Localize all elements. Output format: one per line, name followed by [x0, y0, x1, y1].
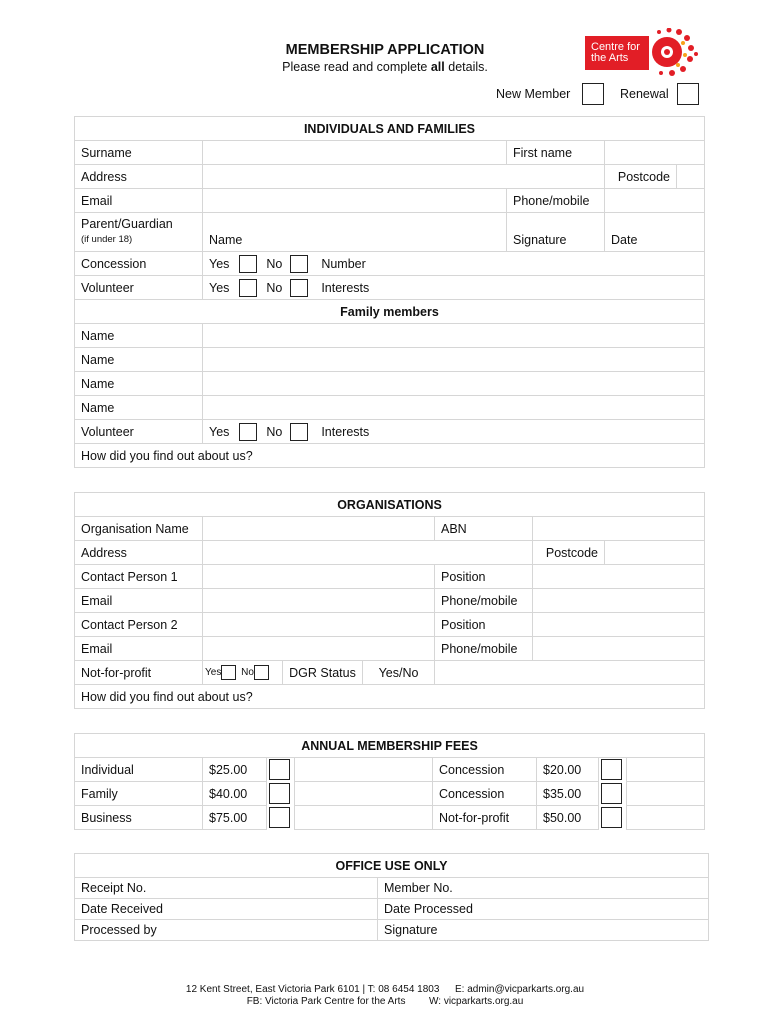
family-volunteer-label: Volunteer: [75, 420, 203, 444]
family-name-label-2: Name: [75, 348, 203, 372]
family-heading: Family members: [75, 300, 705, 324]
contact1-position-label: Position: [435, 565, 533, 589]
org-phone2-field[interactable]: [533, 637, 705, 661]
fees-section: [74, 733, 705, 830]
fee-price-family: $40.00: [203, 782, 267, 806]
family-name-label-4: Name: [75, 396, 203, 420]
fee-individual-checkbox[interactable]: [269, 759, 290, 780]
footer-address: 12 Kent Street, East Victoria Park 6101 | T: 08 6454 1803: [185, 984, 440, 995]
org-how-found-field[interactable]: How did you find out about us?: [75, 685, 705, 709]
organisations-section: [74, 492, 705, 709]
org-phone1-label: Phone/mobile: [435, 589, 533, 613]
family-name-field-2[interactable]: [203, 348, 705, 372]
dgr-yesno-label: Yes/No: [363, 661, 435, 685]
contact1-position-field[interactable]: [533, 565, 705, 589]
volunteer-label: Volunteer: [75, 276, 203, 300]
parent-signature-field[interactable]: Signature: [507, 213, 605, 252]
first-name-field[interactable]: [605, 141, 705, 165]
org-email2-field[interactable]: [203, 637, 435, 661]
org-name-label: Organisation Name: [75, 517, 203, 541]
phone-label: Phone/mobile: [507, 189, 605, 213]
org-postcode-field[interactable]: [605, 541, 705, 565]
contact2-position-label: Position: [435, 613, 533, 637]
receipt-no-field[interactable]: Receipt No.: [75, 878, 378, 899]
family-name-field-4[interactable]: [203, 396, 705, 420]
nfp-options: Yes No: [203, 661, 283, 685]
abn-field[interactable]: [533, 517, 705, 541]
fee-label-individual: Individual: [75, 758, 203, 782]
fee-price-business: $75.00: [203, 806, 267, 830]
fee-price-individual: $25.00: [203, 758, 267, 782]
concession-label: Concession: [75, 252, 203, 276]
logo-line1: Centre for: [591, 41, 640, 53]
nfp-no-checkbox[interactable]: [254, 665, 269, 680]
address-label: Address: [75, 165, 203, 189]
fee-price-concession-1: $20.00: [537, 758, 599, 782]
footer-line-2: [0, 996, 770, 1007]
fee-label-concession-1: Concession: [433, 758, 537, 782]
fee-label-nfp: Not-for-profit: [433, 806, 537, 830]
fee-business-checkbox[interactable]: [269, 807, 290, 828]
individuals-heading: INDIVIDUALS AND FAMILIES: [75, 117, 705, 141]
family-volunteer-yes-checkbox[interactable]: [239, 423, 257, 441]
fee-concession2-checkbox[interactable]: [601, 783, 622, 804]
org-name-field[interactable]: [203, 517, 435, 541]
first-name-label: First name: [507, 141, 605, 165]
fee-family-checkbox[interactable]: [269, 783, 290, 804]
interests-label: Interests: [321, 280, 370, 295]
processed-by-field[interactable]: Processed by: [75, 920, 378, 941]
family-name-field-3[interactable]: [203, 372, 705, 396]
volunteer-yes-checkbox[interactable]: [239, 279, 257, 297]
how-found-field[interactable]: How did you find out about us?: [75, 444, 705, 468]
postcode-field[interactable]: [677, 165, 705, 189]
family-volunteer-no-checkbox[interactable]: [290, 423, 308, 441]
concession-row: Yes No Number: [203, 252, 705, 276]
new-member-checkbox[interactable]: [582, 83, 604, 105]
office-signature-field[interactable]: Signature: [378, 920, 709, 941]
postcode-label: Postcode: [605, 165, 677, 189]
parent-guardian-label: Parent/Guardian (if under 18): [75, 213, 203, 252]
fee-nfp-checkbox[interactable]: [601, 807, 622, 828]
contact2-field[interactable]: [203, 613, 435, 637]
family-name-label-1: Name: [75, 324, 203, 348]
date-processed-field[interactable]: Date Processed: [378, 899, 709, 920]
footer-facebook[interactable]: FB: Victoria Park Centre for the Arts: [246, 996, 406, 1007]
fees-heading: ANNUAL MEMBERSHIP FEES: [75, 734, 705, 758]
contact1-field[interactable]: [203, 565, 435, 589]
renewal-checkbox[interactable]: [677, 83, 699, 105]
nfp-yes-checkbox[interactable]: [221, 665, 236, 680]
date-received-field[interactable]: Date Received: [75, 899, 378, 920]
organisations-heading: ORGANISATIONS: [75, 493, 705, 517]
org-postcode-label: Postcode: [533, 541, 605, 565]
parent-name-field[interactable]: Name: [203, 213, 507, 252]
fee-price-nfp: $50.00: [537, 806, 599, 830]
fee-label-concession-2: Concession: [433, 782, 537, 806]
org-phone1-field[interactable]: [533, 589, 705, 613]
org-email2-label: Email: [75, 637, 203, 661]
page-title: MEMBERSHIP APPLICATION: [285, 42, 485, 58]
logo-line2: the Arts: [591, 52, 629, 64]
contact2-label: Contact Person 2: [75, 613, 203, 637]
number-label: Number: [321, 256, 366, 271]
volunteer-row: Yes No Interests: [203, 276, 705, 300]
renewal-label: Renewal: [620, 87, 669, 101]
org-address-label: Address: [75, 541, 203, 565]
office-heading: OFFICE USE ONLY: [75, 854, 709, 878]
contact1-label: Contact Person 1: [75, 565, 203, 589]
fee-concession1-checkbox[interactable]: [601, 759, 622, 780]
parent-date-field[interactable]: Date: [605, 213, 705, 252]
family-volunteer-row: Yes No Interests: [203, 420, 705, 444]
office-section: [74, 853, 709, 941]
footer-email[interactable]: E: admin@vicparkarts.org.au: [454, 984, 585, 995]
phone-field[interactable]: [605, 189, 705, 213]
fee-label-business: Business: [75, 806, 203, 830]
footer-website[interactable]: W: vicparkarts.org.au: [429, 996, 524, 1007]
email-field[interactable]: [203, 189, 507, 213]
email-label: Email: [75, 189, 203, 213]
concession-no-checkbox[interactable]: [290, 255, 308, 273]
abn-label: ABN: [435, 517, 533, 541]
nfp-label: Not-for-profit: [75, 661, 203, 685]
org-email1-field[interactable]: [203, 589, 435, 613]
address-field[interactable]: [203, 165, 605, 189]
footer-line-1: [0, 984, 770, 995]
new-member-label: New Member: [496, 87, 571, 101]
individuals-section: [74, 116, 705, 468]
org-phone2-label: Phone/mobile: [435, 637, 533, 661]
family-name-label-3: Name: [75, 372, 203, 396]
fee-price-concession-2: $35.00: [537, 782, 599, 806]
concession-yes-checkbox[interactable]: [239, 255, 257, 273]
fee-label-family: Family: [75, 782, 203, 806]
volunteer-no-checkbox[interactable]: [290, 279, 308, 297]
contact2-position-field[interactable]: [533, 613, 705, 637]
org-address-field[interactable]: [203, 541, 533, 565]
org-email1-label: Email: [75, 589, 203, 613]
dgr-status-label: DGR Status: [283, 661, 363, 685]
surname-label: Surname: [75, 141, 203, 165]
page-subtitle: Please read and complete all details.: [282, 60, 488, 74]
surname-field[interactable]: [203, 141, 507, 165]
member-no-field[interactable]: Member No.: [378, 878, 709, 899]
family-name-field-1[interactable]: [203, 324, 705, 348]
dgr-field[interactable]: [435, 661, 705, 685]
